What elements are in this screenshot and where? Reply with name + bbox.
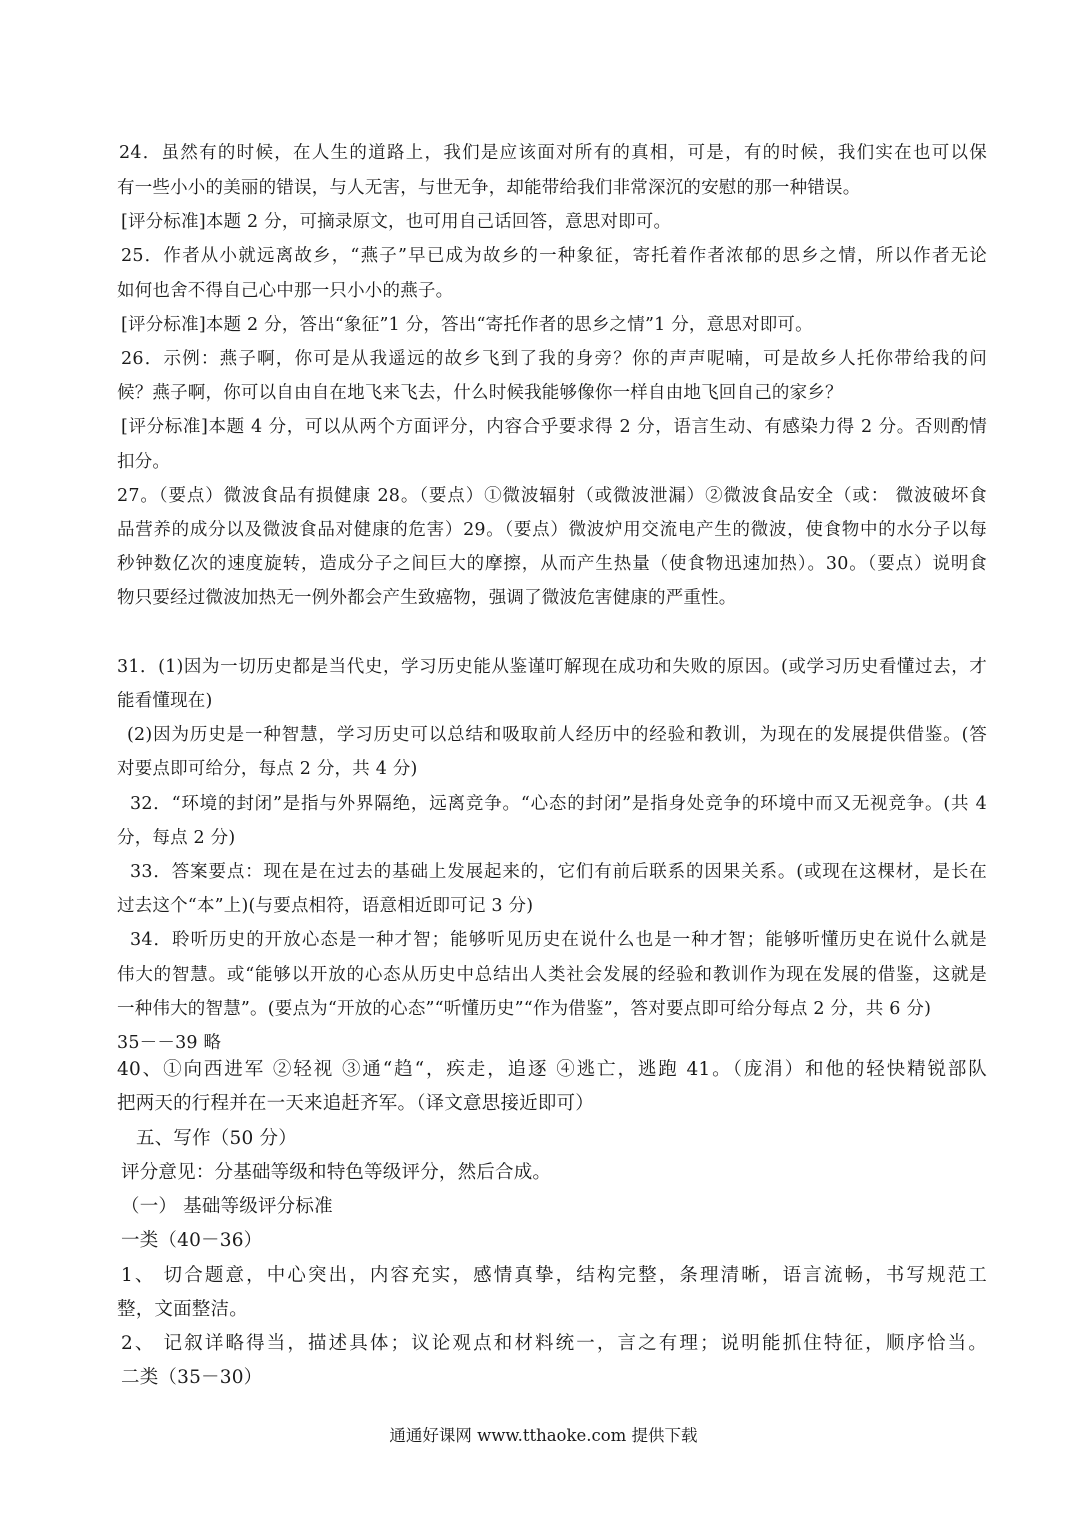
- text-line-15: 31．(1)因为一切历史都是当代史，学习历史能从鉴谨叮解现在成功和失败的原因。(或学习历史看懂过去，才: [117, 657, 987, 677]
- text-line-9: [评分标准]本题 4 分，可以从两个方面评分，内容合乎要求得 2 分，语言生动、有感染力得 2 分。否则酌情: [121, 417, 987, 437]
- section-heading-writing: 五、写作（50 分）: [136, 1128, 297, 1149]
- text-line-21: 33．答案要点：现在是在过去的基础上发展起来的，它们有前后联系的因果关系。(或现在这棵材，是长在: [130, 862, 987, 882]
- subheading-basic-level: （一） 基础等级评分标准: [121, 1196, 333, 1217]
- text-line-1: 24．虽然有的时候，在人生的道路上，我们是应该面对所有的真相，可是，有的时候，我们实在也可以保: [119, 143, 987, 163]
- text-line-7: 26．示例：燕子啊，你可是从我遥远的故乡飞到了我的身旁？你的声声呢喃，可是故乡人托你带给我的问: [121, 349, 987, 369]
- text-line-25: 一种伟大的智慧”。(要点为“开放的心态”“听懂历史”“作为借鉴”，答对要点即可给分每点 2 分，共 6 分): [117, 999, 932, 1019]
- text-line-14: 物只要经过微波加热无一例外都会产生致癌物，强调了微波危害健康的严重性。: [117, 588, 737, 608]
- text-line-18: 对要点即可给分，每点 2 分，共 4 分): [117, 759, 418, 779]
- text-line-4: 25．作者从小就远离故乡，“燕子”早已成为故乡的一种象征，寄托着作者浓郁的思乡之情，所以作者无论: [121, 246, 987, 266]
- text-line-35: 2、 记叙详略得当，描述具体；议论观点和材料统一，言之有理；说明能抓住特征，顺序恰当。: [121, 1333, 987, 1354]
- text-line-36: 二类（35－30）: [121, 1367, 263, 1388]
- text-line-20: 分，每点 2 分): [117, 828, 236, 848]
- page-footer: 通通好课网 www.tthaoke.com 提供下载: [389, 1426, 698, 1445]
- text-line-27: 40、①向西进军 ②轻视 ③通“趋“，疾走，追逐 ④逃亡，逃跑 41。（庞涓）和他的轻快精锐部队: [117, 1059, 987, 1080]
- text-line-8: 候？燕子啊，你可以自由自在地飞来飞去，什么时候我能够像你一样自由地飞回自己的家乡？: [117, 383, 843, 403]
- text-line-10: 扣分。: [117, 452, 171, 472]
- text-line-24: 伟大的智慧。或“能够以开放的心态从历史中总结出人类社会发展的经验和教训作为现在发展的借鉴，这就是: [117, 965, 987, 985]
- text-line-33: 1、 切合题意，中心突出，内容充实，感情真挚，结构完整，条理清晰，语言流畅，书写规范工: [121, 1265, 987, 1286]
- text-line-23: 34．聆听历史的开放心态是一种才智；能够听见历史在说什么也是一种才智；能够听懂历史在说什么就是: [130, 930, 987, 950]
- text-line-6: [评分标准]本题 2 分，答出“象征”1 分，答出“寄托作者的思乡之情”1 分，意思对即可。: [121, 315, 813, 335]
- text-line-32: 一类（40－36）: [121, 1230, 263, 1251]
- text-line-30: 评分意见：分基础等级和特色等级评分，然后合成。: [121, 1162, 552, 1183]
- text-line-17: (2)因为历史是一种智慧，学习历史可以总结和吸取前人经历中的经验和教训，为现在的发展提供借鉴。(答: [127, 725, 987, 745]
- text-line-3: [评分标准]本题 2 分，可摘录原文，也可用自己话回答，意思对即可。: [121, 212, 672, 232]
- text-line-16: 能看懂现在): [117, 691, 213, 711]
- text-line-12: 品营养的成分以及微波食品对健康的危害）29。（要点）微波炉用交流电产生的微波，使食物中的水分子以每: [117, 520, 987, 540]
- text-line-5: 如何也舍不得自己心中那一只小小的燕子。: [117, 281, 454, 301]
- text-line-26: 35－－39 略: [117, 1033, 222, 1053]
- text-line-28: 把两天的行程并在一天来追赶齐军。（译文意思接近即可）: [117, 1093, 594, 1114]
- text-line-19: 32．“环境的封闭”是指与外界隔绝，远离竞争。“心态的封闭”是指身处竞争的环境中而又无视竞争。(共 4: [130, 794, 987, 814]
- text-line-11: 27。（要点）微波食品有损健康 28。（要点）①微波辐射（或微波泄漏）②微波食品安全（或： 微波破坏食: [117, 486, 987, 506]
- text-line-13: 秒钟数亿次的速度旋转，造成分子之间巨大的摩擦，从而产生热量（使食物迅速加热）。30。（要点）说明食: [117, 554, 987, 574]
- text-line-34: 整，文面整洁。: [117, 1299, 248, 1320]
- text-line-2: 有一些小小的美丽的错误，与人无害，与世无争，却能带给我们非常深沉的安慰的那一种错误。: [117, 178, 861, 198]
- text-line-22: 过去这个“本”上)(与要点相符，语意相近即可记 3 分): [117, 896, 534, 916]
